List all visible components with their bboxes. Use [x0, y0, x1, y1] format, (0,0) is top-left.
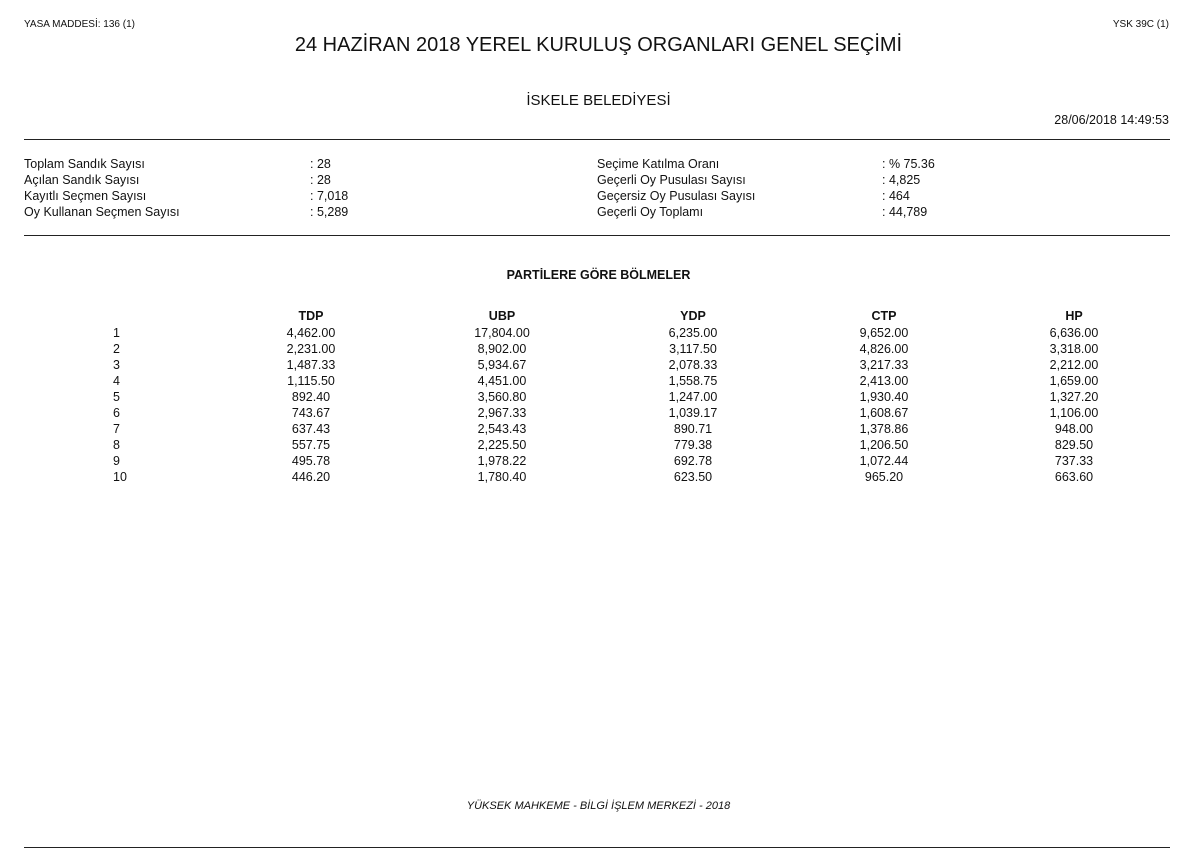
- stat-label: Geçerli Oy Pusulası Sayısı: [597, 173, 746, 187]
- table-cell: 2,543.43: [477, 422, 527, 436]
- table-cell: 1,247.00: [668, 390, 718, 404]
- stat-label: Geçersiz Oy Pusulası Sayısı: [597, 189, 756, 203]
- footer-text: YÜKSEK MAHKEME - BİLGİ İŞLEM MERKEZİ - 2018: [466, 800, 731, 812]
- table-cell: 892.40: [291, 390, 331, 404]
- table-cell: 2,413.00: [859, 374, 909, 388]
- table-cell: 9,652.00: [859, 326, 909, 340]
- stat-label: Kayıtlı Seçmen Sayısı: [24, 189, 147, 203]
- municipality-name: İSKELE BELEDİYESİ: [526, 92, 671, 109]
- column-header: YDP: [680, 309, 706, 323]
- row-number: 2: [113, 342, 120, 356]
- stat-value: : 28: [310, 173, 331, 187]
- table-cell: 829.50: [1054, 438, 1094, 452]
- law-reference: YASA MADDESİ: 136 (1): [24, 19, 135, 30]
- stat-label: Oy Kullanan Seçmen Sayısı: [24, 205, 180, 219]
- table-cell: 3,318.00: [1049, 342, 1099, 356]
- column-header: TDP: [298, 309, 324, 323]
- stat-label: Açılan Sandık Sayısı: [24, 173, 140, 187]
- column-header: CTP: [871, 309, 897, 323]
- table-cell: 3,117.50: [669, 342, 717, 356]
- stat-value: : 28: [310, 157, 331, 171]
- row-number: 10: [113, 470, 127, 484]
- stats-left-values: [310, 156, 348, 220]
- table-cell: 1,487.33: [286, 358, 336, 372]
- table-cell: 890.71: [673, 422, 713, 436]
- row-number: 5: [113, 390, 120, 404]
- table-cell: 965.20: [864, 470, 904, 484]
- column-header: UBP: [488, 309, 516, 323]
- table-cell: 1,659.00: [1049, 374, 1099, 388]
- form-code: YSK 39C (1): [1112, 19, 1169, 30]
- table-cell: 1,039.17: [668, 406, 718, 420]
- table-cell: 6,235.00: [668, 326, 718, 340]
- table-cell: 8,902.00: [477, 342, 527, 356]
- table-cell: 1,206.50: [859, 438, 909, 452]
- table-cell: 1,072.44: [859, 454, 909, 468]
- table-cell: 737.33: [1054, 454, 1094, 468]
- stat-label: Geçerli Oy Toplamı: [597, 205, 704, 219]
- table-cell: 2,078.33: [668, 358, 718, 372]
- row-number: 9: [113, 454, 120, 468]
- stats-divider: [24, 235, 1170, 236]
- stats-right-values: [882, 156, 935, 220]
- table-cell: 446.20: [291, 470, 331, 484]
- table-cell: 1,780.40: [477, 470, 527, 484]
- table-cell: 623.50: [673, 470, 713, 484]
- table-cell: 1,378.86: [859, 422, 909, 436]
- table-cell: 1,978.22: [477, 454, 527, 468]
- section-title: PARTİLERE GÖRE BÖLMELER: [506, 268, 691, 282]
- page-title: 24 HAZİRAN 2018 YEREL KURULUŞ ORGANLARI GENEL SEÇİMİ: [294, 34, 903, 56]
- table-cell: 495.78: [291, 454, 331, 468]
- table-cell: 1,930.40: [859, 390, 909, 404]
- table-cell: 2,212.00: [1049, 358, 1099, 372]
- table-cell: 3,217.33: [859, 358, 909, 372]
- bottom-divider: [24, 847, 1170, 848]
- row-number: 8: [113, 438, 120, 452]
- table-cell: 692.78: [673, 454, 713, 468]
- stats-right-labels: [597, 156, 755, 220]
- table-cell: 663.60: [1054, 470, 1094, 484]
- table-cell: 948.00: [1054, 422, 1094, 436]
- table-cell: 4,826.00: [859, 342, 909, 356]
- top-divider: [24, 139, 1170, 140]
- table-cell: 2,231.00: [286, 342, 336, 356]
- report-datetime: 28/06/2018 14:49:53: [1054, 113, 1169, 127]
- row-number: 7: [113, 422, 120, 436]
- table-cell: 1,106.00: [1049, 406, 1099, 420]
- table-cell: 3,560.80: [477, 390, 527, 404]
- row-number: 4: [113, 374, 120, 388]
- table-cell: 637.43: [291, 422, 331, 436]
- table-cell: 557.75: [291, 438, 331, 452]
- table-cell: 6,636.00: [1049, 326, 1099, 340]
- row-number: 3: [113, 358, 120, 372]
- row-number: 6: [113, 406, 120, 420]
- table-cell: 779.38: [673, 438, 713, 452]
- stat-value: : 464: [882, 189, 910, 203]
- table-cell: 1,558.75: [668, 374, 718, 388]
- stat-label: Seçime Katılma Oranı: [597, 157, 720, 171]
- column-header: HP: [1065, 309, 1083, 323]
- stat-value: : 5,289: [310, 205, 349, 219]
- table-cell: 4,451.00: [477, 374, 527, 388]
- table-cell: 1,608.67: [859, 406, 909, 420]
- stat-value: : 44,789: [882, 205, 928, 219]
- stat-label: Toplam Sandık Sayısı: [24, 157, 145, 171]
- table-cell: 1,327.20: [1049, 390, 1099, 404]
- stat-value: : 7,018: [310, 189, 349, 203]
- table-cell: 5,934.67: [477, 358, 527, 372]
- stat-value: : 4,825: [882, 173, 921, 187]
- stats-left-labels: [24, 156, 180, 220]
- table-cell: 17,804.00: [474, 326, 530, 340]
- table-cell: 2,967.33: [477, 406, 527, 420]
- table-cell: 1,115.50: [287, 374, 335, 388]
- row-number: 1: [113, 326, 120, 340]
- table-cell: 2,225.50: [477, 438, 527, 452]
- table-cell: 4,462.00: [286, 326, 336, 340]
- stat-value: : % 75.36: [882, 157, 935, 171]
- table-cell: 743.67: [291, 406, 331, 420]
